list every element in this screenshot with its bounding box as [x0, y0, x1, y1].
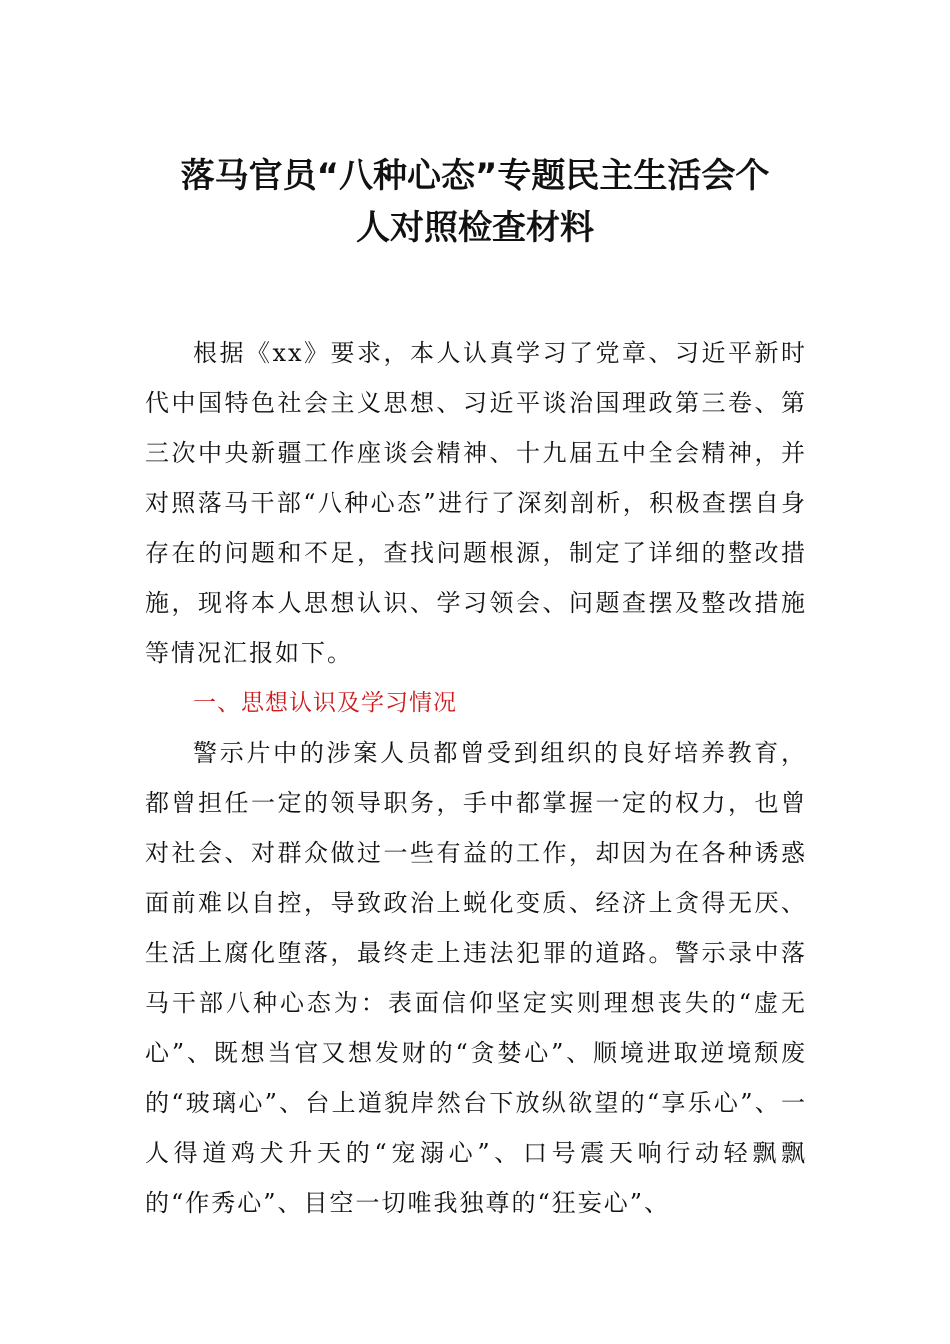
document-title — [150, 150, 800, 254]
title-line-2: 人对照检查材料 — [356, 208, 594, 248]
body-paragraph: 警示片中的涉案人员都曾受到组织的良好培养教育，都曾担任一定的领导职务，手中都掌握一定的权力，也曾对社会、对群众做过一些有益的工作，却因为在各种诱惑面前难以自控，导致政治上蜕化变质、经济上贪得无厌、生活上腐化堕落，最终走上违法犯罪的道路。警示录中落马干部八种心态为：表面信仰坚定实则理想丧失的“虚无心”、既想当官又想发财的“贪婪心”、顺境进取逆境颓废的“玻璃心”、台上道貌岸然台下放纵欲望的“享乐心”、一人得道鸡犬升天的“宠溺心”、口号震天响行动轻飘飘的“作秀心”、目空一切唯我独尊的“狂妄心”、 — [145, 739, 807, 1217]
section-heading-1: 一、思想认识及学习情况 — [193, 690, 457, 716]
document-body — [145, 328, 807, 1228]
intro-paragraph: 根据《xx》要求，本人认真学习了党章、习近平新时代中国特色社会主义思想、习近平谈治国理政第三卷、第三次中央新疆工作座谈会精神、十九届五中全会精神，并对照落马干部“八种心态”进行了深刻剖析，积极查摆自身存在的问题和不足，查找问题根源，制定了详细的整改措施，现将本人思想认识、学习领会、问题查摆及整改措施等情况汇报如下。 — [145, 339, 807, 667]
title-line-1: 落马官员“八种心态”专题民主生活会个 — [180, 156, 770, 196]
